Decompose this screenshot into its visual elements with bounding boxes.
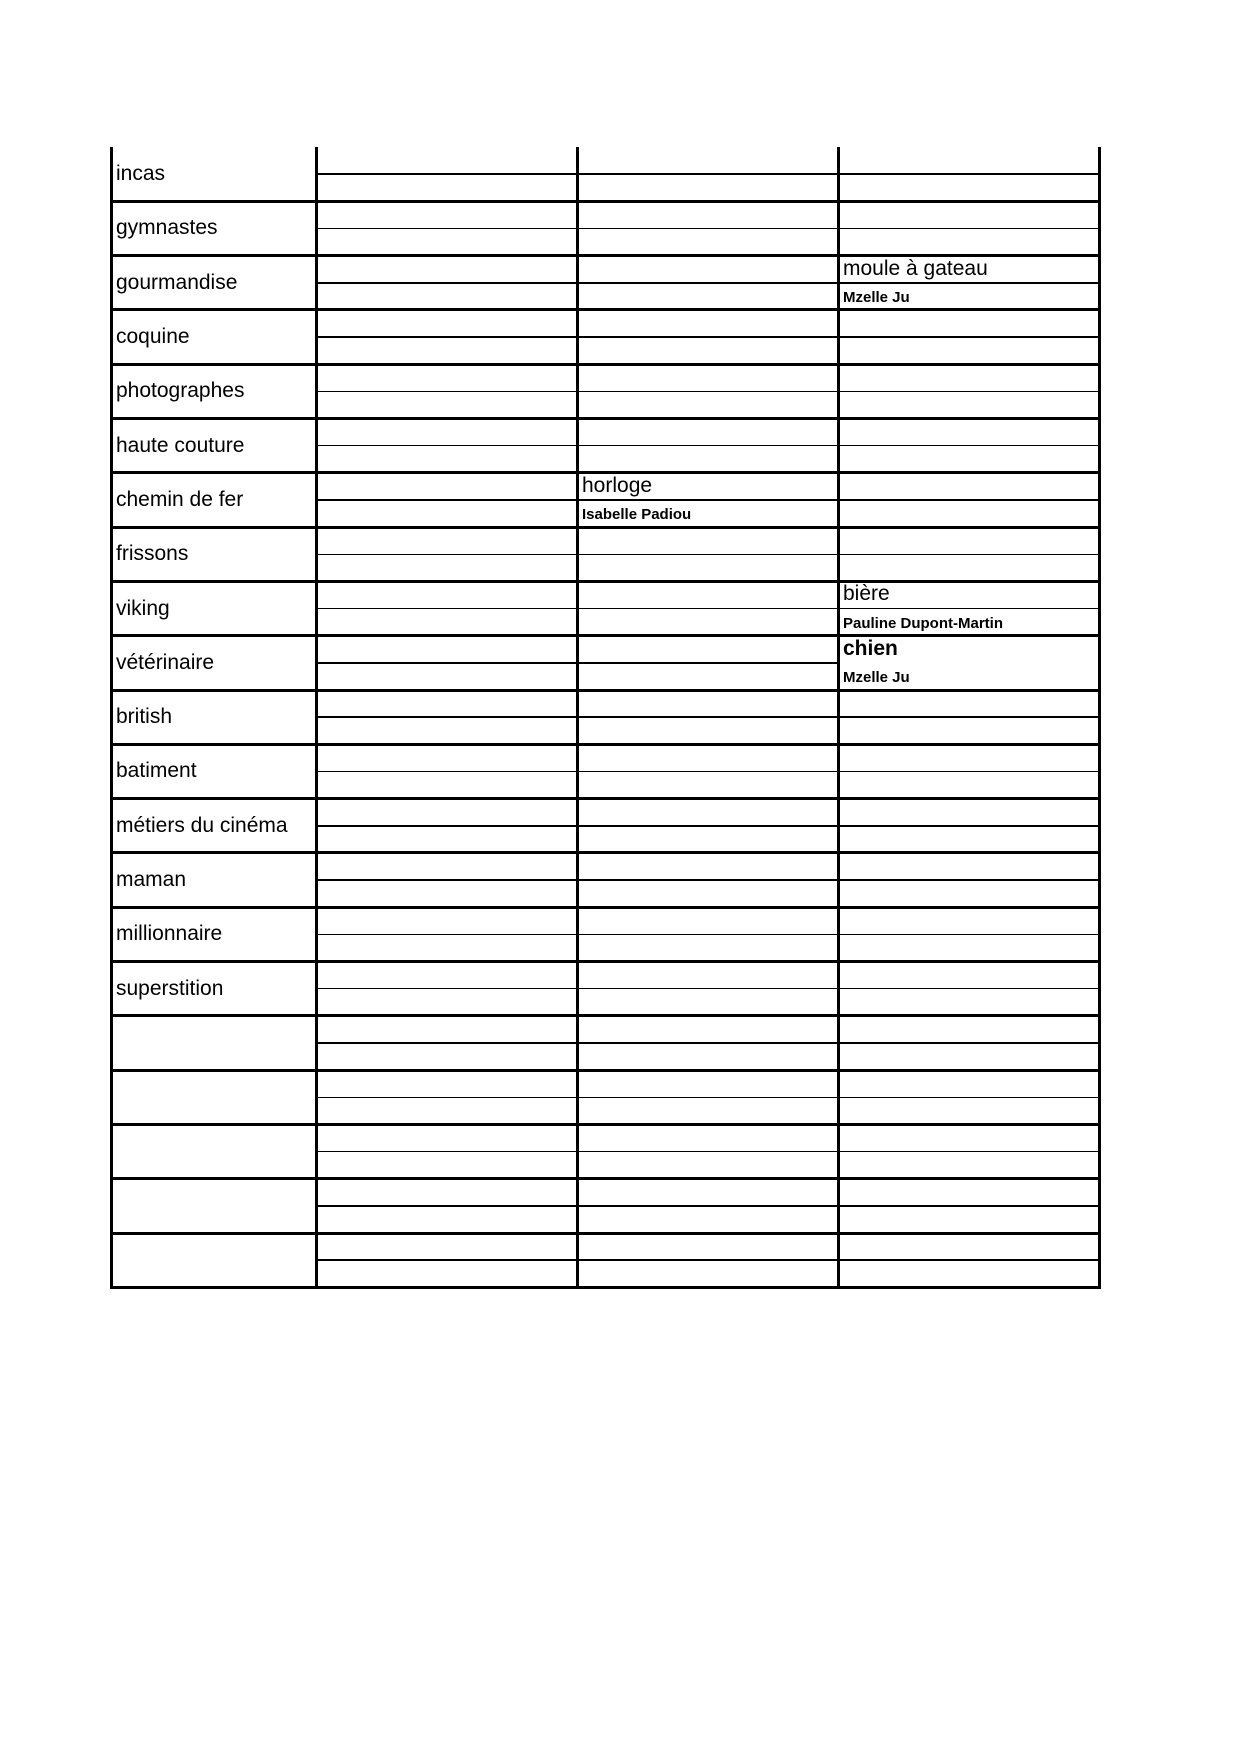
subrow-border bbox=[316, 499, 1099, 501]
entry-author: Pauline Dupont-Martin bbox=[843, 615, 1003, 632]
subrow-border bbox=[316, 879, 1099, 881]
subrow-border bbox=[316, 228, 1099, 230]
subrow-border bbox=[316, 771, 1099, 773]
theme-label: british bbox=[116, 706, 173, 729]
row-border bbox=[110, 363, 1101, 366]
theme-label: haute couture bbox=[116, 434, 245, 457]
merged-cell-cover bbox=[840, 662, 1098, 664]
subrow-border bbox=[316, 336, 1099, 338]
column-border bbox=[110, 147, 113, 1287]
entry-word: chien bbox=[843, 637, 898, 660]
row-border bbox=[110, 797, 1101, 800]
subrow-border bbox=[316, 608, 1099, 610]
row-border bbox=[110, 689, 1101, 692]
theme-label: gymnastes bbox=[116, 217, 218, 240]
row-border bbox=[110, 1286, 1101, 1289]
theme-label: millionnaire bbox=[116, 923, 223, 946]
subrow-border bbox=[316, 1259, 1099, 1261]
row-border bbox=[110, 1014, 1101, 1017]
theme-label bbox=[116, 1141, 313, 1165]
row-border bbox=[110, 526, 1101, 529]
row-border bbox=[110, 743, 1101, 746]
theme-label: chemin de fer bbox=[116, 488, 244, 511]
subrow-border bbox=[316, 1042, 1099, 1044]
theme-label: viking bbox=[116, 597, 170, 620]
theme-label: coquine bbox=[116, 326, 190, 349]
theme-label bbox=[116, 1086, 313, 1110]
subrow-border bbox=[316, 1097, 1099, 1099]
theme-label: gourmandise bbox=[116, 271, 238, 294]
subrow-border bbox=[316, 173, 1099, 175]
theme-label: vétérinaire bbox=[116, 651, 215, 674]
row-border bbox=[110, 1069, 1101, 1072]
row-border bbox=[110, 1123, 1101, 1126]
entry-word: moule à gateau bbox=[843, 257, 988, 280]
row-border bbox=[110, 906, 1101, 909]
theme-label bbox=[116, 1195, 313, 1219]
subrow-border bbox=[316, 445, 1099, 447]
subrow-border bbox=[316, 1205, 1099, 1207]
entry-word: horloge bbox=[582, 474, 653, 497]
subrow-border bbox=[316, 282, 1099, 284]
row-border bbox=[110, 308, 1101, 311]
theme-label: superstition bbox=[116, 977, 224, 1000]
row-border bbox=[110, 1177, 1101, 1180]
entry-author: Isabelle Padiou bbox=[582, 506, 692, 523]
theme-label: frissons bbox=[116, 543, 189, 566]
theme-label: batiment bbox=[116, 760, 197, 783]
subrow-border bbox=[316, 988, 1099, 990]
row-border bbox=[110, 851, 1101, 854]
entry-author: Mzelle Ju bbox=[843, 669, 910, 686]
subrow-border bbox=[316, 1151, 1099, 1153]
subrow-border bbox=[316, 934, 1099, 936]
row-border bbox=[110, 417, 1101, 420]
subrow-border bbox=[316, 391, 1099, 393]
theme-label: photographes bbox=[116, 380, 245, 403]
theme-label bbox=[116, 1249, 313, 1273]
entry-word: bière bbox=[843, 583, 890, 606]
row-border bbox=[110, 960, 1101, 963]
theme-label: incas bbox=[116, 163, 166, 186]
theme-label: métiers du cinéma bbox=[116, 814, 288, 837]
theme-label bbox=[116, 1032, 313, 1056]
subrow-border bbox=[316, 554, 1099, 556]
subrow-border bbox=[316, 825, 1099, 827]
entry-author: Mzelle Ju bbox=[843, 289, 910, 306]
row-border bbox=[110, 200, 1101, 203]
theme-label: maman bbox=[116, 869, 187, 892]
subrow-border bbox=[316, 716, 1099, 718]
row-border bbox=[110, 1232, 1101, 1235]
